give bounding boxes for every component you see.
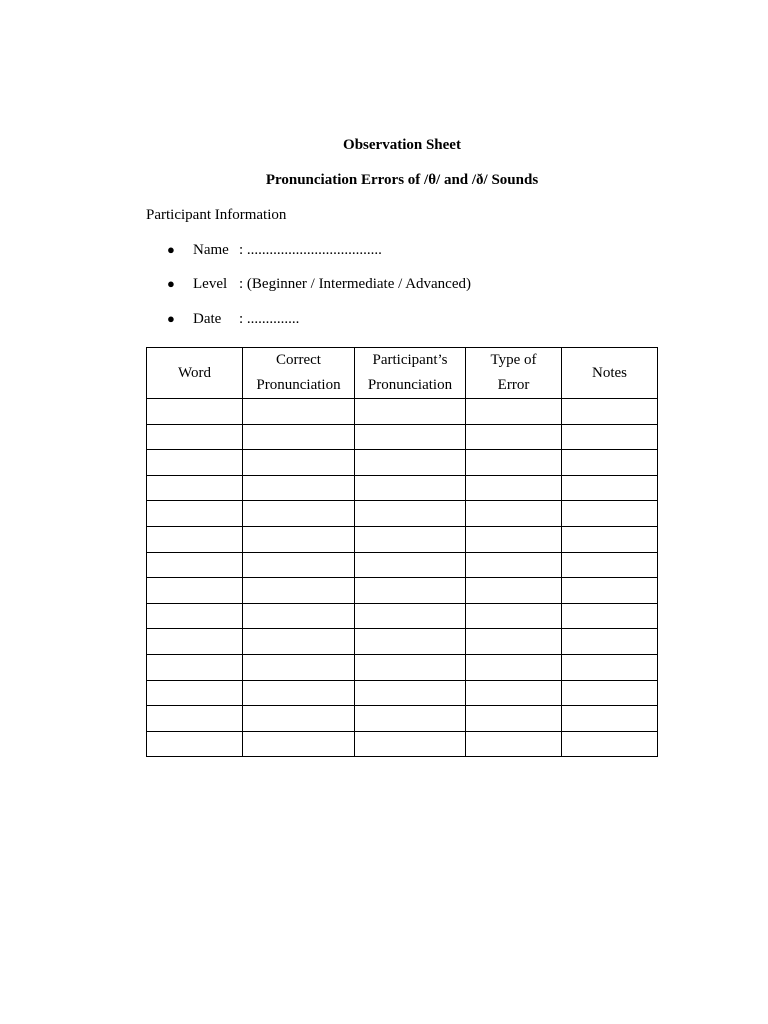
table-cell[interactable]: [466, 501, 562, 527]
table-row: [147, 552, 658, 578]
table-cell[interactable]: [243, 424, 355, 450]
bullet-icon: ●: [167, 242, 175, 257]
table-row: [147, 706, 658, 732]
table-body: [147, 399, 658, 757]
table-cell[interactable]: [355, 450, 466, 476]
table-cell[interactable]: [466, 706, 562, 732]
table-row: [147, 501, 658, 527]
table-cell[interactable]: [562, 552, 658, 578]
participant-info-name: [167, 242, 382, 259]
header-participant-pronunciation: Participant’s Pronunciation: [355, 348, 466, 399]
table-cell[interactable]: [355, 399, 466, 425]
table-cell[interactable]: [466, 552, 562, 578]
participant-info-level: [167, 276, 471, 293]
table-cell[interactable]: [466, 526, 562, 552]
table-cell[interactable]: [147, 450, 243, 476]
table-cell[interactable]: [243, 526, 355, 552]
table-row: [147, 424, 658, 450]
table-cell[interactable]: [466, 603, 562, 629]
header-word: Word: [147, 348, 243, 399]
participant-info-date: [167, 311, 299, 328]
table-cell[interactable]: [355, 424, 466, 450]
info-label: Date: [193, 311, 222, 327]
table-cell[interactable]: [562, 731, 658, 757]
table-cell[interactable]: [562, 680, 658, 706]
table-header-row: [147, 348, 658, 399]
table-cell[interactable]: [243, 629, 355, 655]
table-cell[interactable]: [355, 603, 466, 629]
document-title: Observation Sheet: [343, 137, 461, 153]
table-cell[interactable]: [243, 731, 355, 757]
table-row: [147, 399, 658, 425]
info-label: Name: [193, 242, 229, 258]
table-cell[interactable]: [147, 680, 243, 706]
table-cell[interactable]: [466, 399, 562, 425]
table-cell[interactable]: [243, 654, 355, 680]
table-cell[interactable]: [147, 578, 243, 604]
table-cell[interactable]: [355, 552, 466, 578]
table-cell[interactable]: [562, 654, 658, 680]
table-cell[interactable]: [147, 424, 243, 450]
table-cell[interactable]: [355, 629, 466, 655]
table-row: [147, 603, 658, 629]
observation-table: [146, 347, 658, 757]
table-row: [147, 654, 658, 680]
table-row: [147, 731, 658, 757]
table-cell[interactable]: [243, 680, 355, 706]
table-cell[interactable]: [355, 731, 466, 757]
table-cell[interactable]: [562, 526, 658, 552]
info-value: : ..............: [239, 311, 300, 327]
table-cell[interactable]: [355, 501, 466, 527]
table-cell[interactable]: [466, 578, 562, 604]
table-cell[interactable]: [243, 603, 355, 629]
table-cell[interactable]: [243, 450, 355, 476]
table-cell[interactable]: [355, 654, 466, 680]
table-row: [147, 450, 658, 476]
info-label: Level: [193, 276, 228, 292]
header-type-of-error: Type of Error: [466, 348, 562, 399]
table-cell[interactable]: [562, 629, 658, 655]
table-cell[interactable]: [147, 603, 243, 629]
info-value: : ....................................: [239, 242, 382, 258]
table-cell[interactable]: [147, 399, 243, 425]
table-row: [147, 526, 658, 552]
table-row: [147, 629, 658, 655]
table-cell[interactable]: [562, 399, 658, 425]
table-cell[interactable]: [466, 424, 562, 450]
table-cell[interactable]: [562, 603, 658, 629]
table-cell[interactable]: [562, 578, 658, 604]
table-cell[interactable]: [243, 578, 355, 604]
table-cell[interactable]: [562, 501, 658, 527]
table-cell[interactable]: [562, 424, 658, 450]
table-cell[interactable]: [355, 706, 466, 732]
table-row: [147, 475, 658, 501]
table-cell[interactable]: [147, 731, 243, 757]
table-cell[interactable]: [243, 399, 355, 425]
table-cell[interactable]: [243, 552, 355, 578]
table-cell[interactable]: [243, 475, 355, 501]
table-cell[interactable]: [466, 475, 562, 501]
table-cell[interactable]: [147, 706, 243, 732]
header-notes: Notes: [562, 348, 658, 399]
table-cell[interactable]: [147, 552, 243, 578]
table-cell[interactable]: [243, 706, 355, 732]
table-cell[interactable]: [355, 680, 466, 706]
bullet-icon: ●: [167, 311, 175, 326]
participant-info-heading: Participant Information: [146, 207, 287, 223]
table-cell[interactable]: [466, 450, 562, 476]
table-cell[interactable]: [562, 450, 658, 476]
table-cell[interactable]: [147, 501, 243, 527]
table-cell[interactable]: [147, 629, 243, 655]
table-cell[interactable]: [562, 706, 658, 732]
table-cell[interactable]: [147, 654, 243, 680]
info-value: : (Beginner / Intermediate / Advanced): [239, 276, 471, 292]
table-cell[interactable]: [562, 475, 658, 501]
bullet-icon: ●: [167, 276, 175, 291]
header-correct-pronunciation: Correct Pronunciation: [243, 348, 355, 399]
document-subtitle: Pronunciation Errors of /θ/ and /ð/ Sounds: [265, 172, 539, 188]
table-cell[interactable]: [147, 526, 243, 552]
table-cell[interactable]: [147, 475, 243, 501]
table-cell[interactable]: [355, 475, 466, 501]
table-row: [147, 680, 658, 706]
table-cell[interactable]: [466, 629, 562, 655]
table-cell[interactable]: [466, 654, 562, 680]
table-cell[interactable]: [355, 578, 466, 604]
table-cell[interactable]: [466, 680, 562, 706]
table-cell[interactable]: [243, 501, 355, 527]
table-cell[interactable]: [355, 526, 466, 552]
table-row: [147, 578, 658, 604]
table-cell[interactable]: [466, 731, 562, 757]
